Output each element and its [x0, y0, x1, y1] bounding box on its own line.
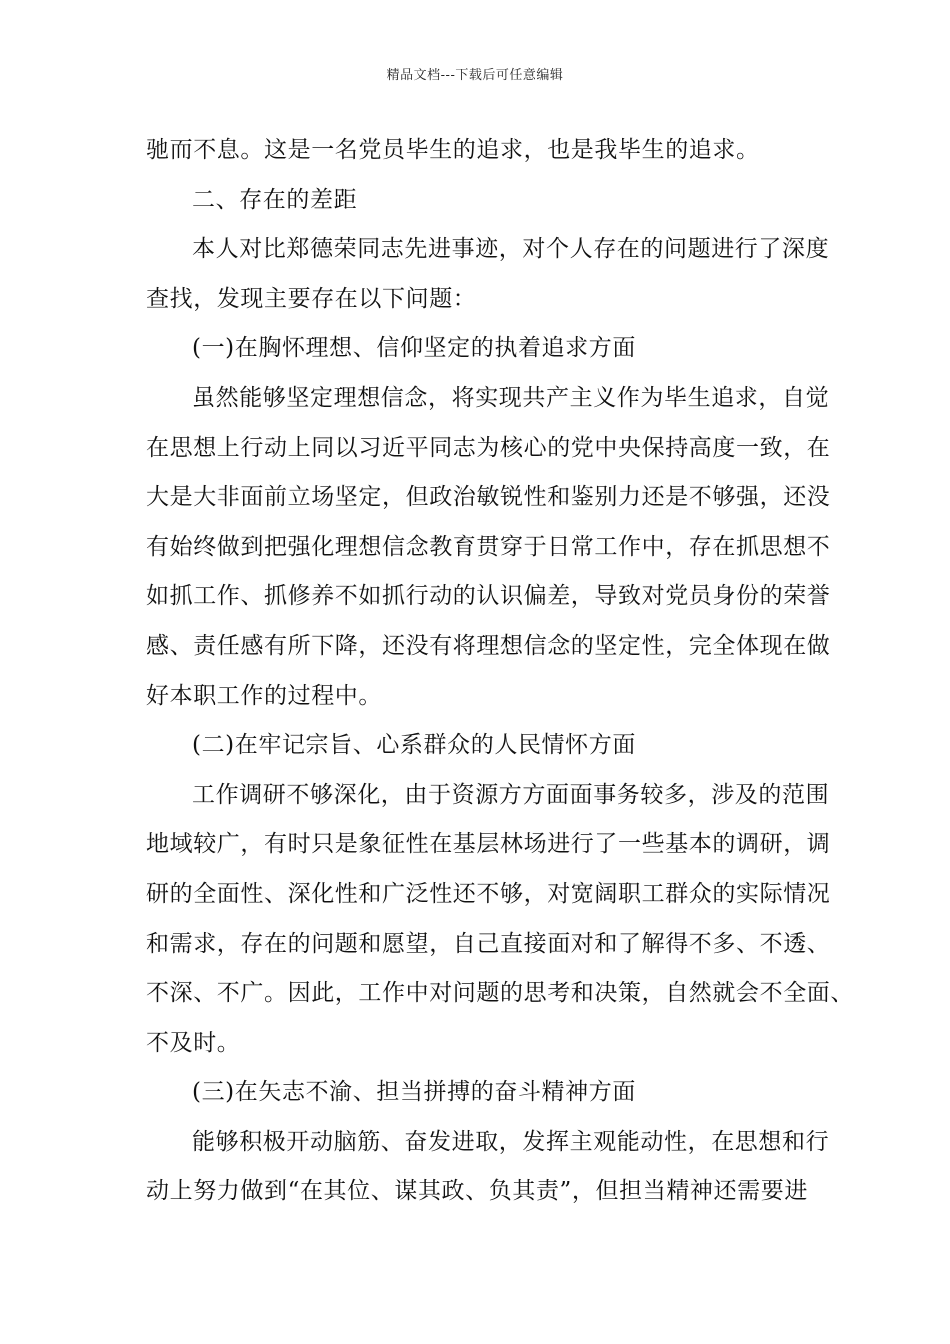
text-line: 驰而不息。这是一名党员毕生的追求，也是我毕生的追求。	[146, 137, 760, 163]
document-body	[146, 126, 854, 1217]
paragraph-line: 如抓工作、抓修养不如抓行动的认识偏差，导致对党员身份的荣誉	[146, 583, 831, 610]
paragraph-line: 不及时。	[146, 1029, 241, 1056]
paragraph-line: 感、责任感有所下降，还没有将理想信念的坚定性，完全体现在做	[146, 632, 831, 659]
paragraph-line: 本人对比郑德荣同志先进事迹，对个人存在的问题进行了深度	[192, 236, 830, 263]
subsection-heading: (一)在胸怀理想、信仰坚定的执着追求方面	[192, 335, 636, 362]
paragraph-line: 好本职工作的过程中。	[146, 682, 382, 709]
paragraph-line: 虽然能够坚定理想信念，将实现共产主义作为毕生追求，自觉	[192, 384, 830, 411]
paragraph-line: 地域较广，有时只是象征性在基层林场进行了一些基本的调研，调	[146, 831, 831, 858]
paragraph-line: 在思想上行动上同以习近平同志为核心的党中央保持高度一致，在	[146, 434, 831, 461]
paragraph-line: 不深、不广。因此，工作中对问题的思考和决策，自然就会不全面、	[146, 980, 854, 1007]
paragraph-line: 研的全面性、深化性和广泛性还不够，对宽阔职工群众的实际情况	[146, 880, 831, 907]
paragraph-line: 有始终做到把强化理想信念教育贯穿于日常工作中，存在抓思想不	[146, 533, 831, 560]
paragraph-line: 能够积极开动脑筋、奋发进取，发挥主观能动性，在思想和行	[192, 1128, 830, 1155]
subsection-heading: (三)在矢志不渝、担当拼搏的奋斗精神方面	[192, 1079, 636, 1106]
paragraph-line: 和需求，存在的问题和愿望，自己直接面对和了解得不多、不透、	[146, 930, 831, 957]
subsection-heading: (二)在牢记宗旨、心系群众的人民情怀方面	[192, 732, 636, 759]
page-header: 精品文档---下载后可任意编辑	[386, 68, 564, 83]
paragraph-line: 查找，发现主要存在以下问题：	[146, 285, 477, 312]
paragraph-line: 动上努力做到“在其位、谋其政、负其责”，但担当精神还需要进	[146, 1178, 808, 1205]
paragraph-line: 大是大非面前立场坚定，但政治敏锐性和鉴别力还是不够强，还没	[146, 484, 831, 511]
paragraph-line: 工作调研不够深化，由于资源方方面面事务较多，涉及的范围	[192, 781, 830, 808]
section-heading: 二、存在的差距	[192, 186, 358, 213]
